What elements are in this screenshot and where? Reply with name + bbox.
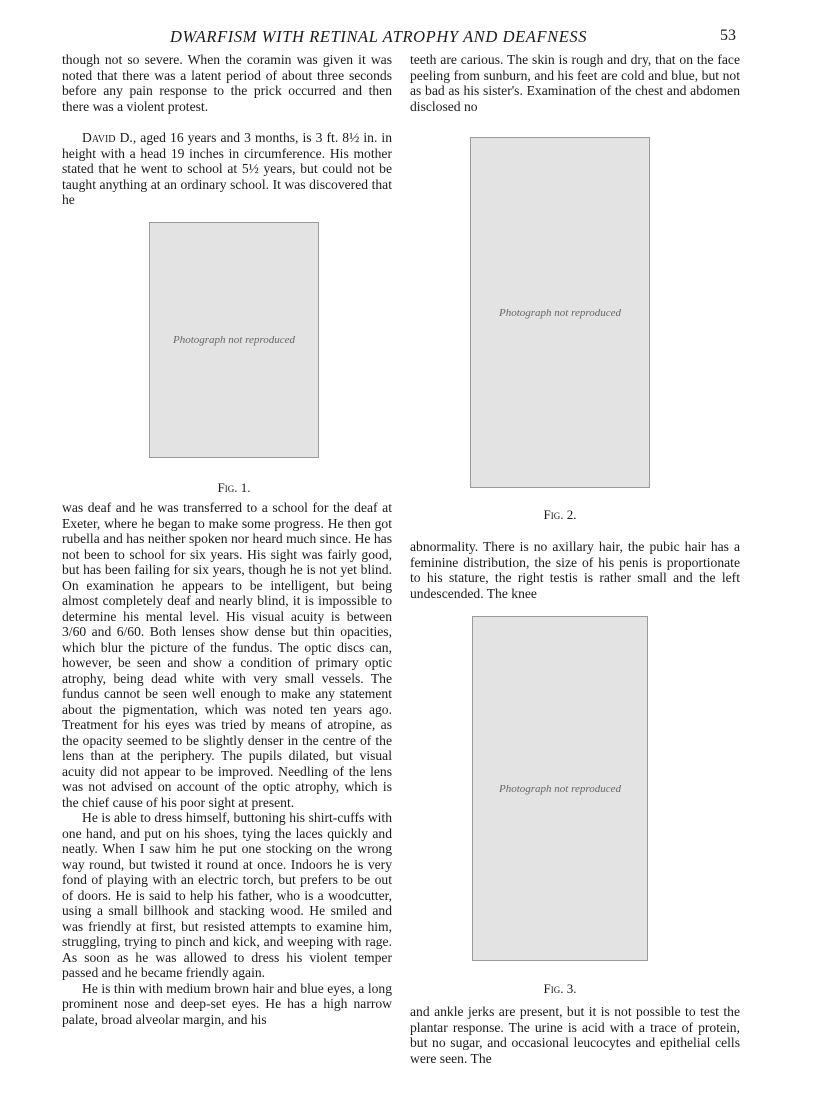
page-number: 53 (720, 27, 736, 44)
paragraph-teeth: teeth are carious. The skin is rough and dry, that on the face peeling from sunburn, and his feet are cold and blue, but not as bad as his sister's. Examination of the chest and abdomen disclosed no (410, 52, 740, 114)
paragraph-appearance: He is thin with medium brown hair and blue eyes, a long prominent nose and deep-set eyes. He has a high narrow palate, broad alveolar margin, and his (62, 980, 392, 1027)
right-column-middle (410, 539, 740, 601)
figure-3-placeholder (472, 616, 648, 961)
paragraph-david-text: , aged 16 years and 3 months, is 3 ft. 8½ in. in height with a head 19 inches in circumference. His mother stated that he went to school at 5½ years, but could not be taught anything at an ordinary school. It was discovered that he (62, 130, 392, 207)
right-column-top (410, 52, 740, 114)
patient-name: David D. (82, 130, 133, 145)
left-column-top (62, 52, 392, 208)
figure-2-note: Photograph not reproduced (498, 306, 621, 319)
paragraph-history: was deaf and he was transferred to a school for the deaf at Exeter, where he began to make some progress. He then got rubella and has neither spoken nor heard much since. He has not been to school for six years. His sight was fairly good, but has been failing for six years, though he is not yet blind. On examination he appears to be intelligent, but being almost completely deaf and nearly blind, it is impossible to determine his mental level. His visual acuity is between 3/60 and 6/60. Both lenses show dense but thin opacities, which blur the picture of the fundus. The optic discs can, however, be seen and show a condition of primary optic atrophy, being dead white with very small vessels. The fundus cannot be seen well enough to make any statement about the pigmentation, which was noted ten years ago. Treatment for his eyes was tried by means of atropine, as the opacity seemed to be slightly denser in the centre of the lens than at the periphery. The pupils dilated, but visual acuity did not appear to be improved. Needling of the lens was not advised on account of the optic atrophy, which is the chief cause of his poor sight at present. (62, 500, 392, 810)
paragraph-david-intro (62, 130, 392, 208)
paragraph-abnormality: abnormality. There is no axillary hair, the pubic hair has a feminine distribution, the size of his penis is proportionate to his stature, the right testis is rather small and the left undescended. The knee (410, 539, 740, 601)
paragraph-reflexes: and ankle jerks are present, but it is not possible to test the plantar response. The urine is acid with a trace of protein, but no sugar, and occasional leucocytes and epithelial cells were seen. The (410, 1004, 740, 1066)
left-column-bottom (62, 500, 392, 1027)
figure-2-placeholder (470, 137, 650, 488)
running-head (0, 27, 816, 49)
figure-1-placeholder (149, 222, 319, 458)
paragraph-coramin: though not so severe. When the coramin was given it was noted that there was a latent period of about three seconds before any pain response to the prick occurred and then there was a violent protest. (62, 52, 392, 114)
figure-1-note: Photograph not reproduced (172, 334, 295, 346)
running-title: DWARFISM WITH RETINAL ATROPHY AND DEAFNESS (170, 27, 588, 46)
figure-1-caption: Fig. 1. (217, 480, 251, 495)
figure-3-note: Photograph not reproduced (498, 782, 621, 795)
figure-3-caption: Fig. 3. (543, 981, 577, 996)
figure-2-caption: Fig. 2. (543, 507, 577, 522)
right-column-bottom (410, 1004, 740, 1066)
paragraph-behaviour: He is able to dress himself, buttoning his shirt-cuffs with one hand, and put on his shoes, tying the laces quickly and neatly. When I saw him he put one stocking on the wrong way round, but twisted it round at once. Indoors he is very fond of playing with an electric torch, but prefers to be out of doors. He is said to help his father, who is a woodcutter, using a small billhook and stacking wood. He smiled and was friendly at first, but resisted attempts to examine him, struggling, trying to pinch and kick, and weeping with rage. As soon as he was allowed to dress his violent temper passed and he became friendly again. (62, 810, 392, 980)
